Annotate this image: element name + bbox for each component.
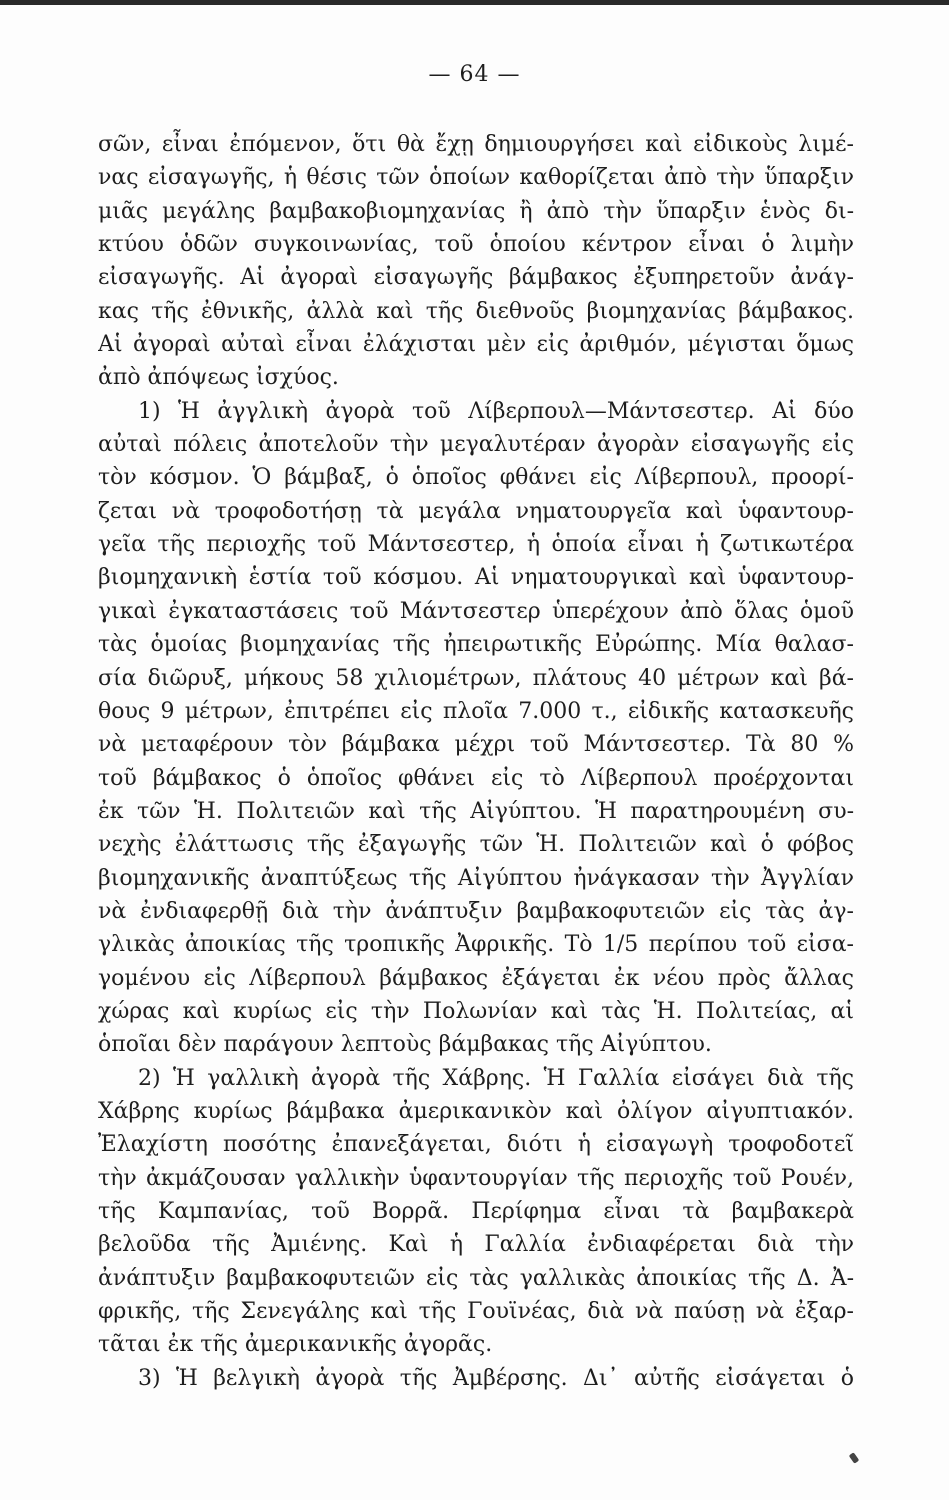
text-line: γομένου εἰς Λίβερπουλ βάμβακος ἐξάγεται ἐκ νέου πρὸς ἄλλας — [98, 965, 854, 991]
section-heading-line: 3) Ἡ βελγικὴ ἀγορὰ τῆς Ἀμβέρσης. Δι᾽ αὐτῆς εἰσάγεται ὁ — [138, 1365, 854, 1391]
text-line: γικαὶ ἐγκαταστάσεις τοῦ Μάντσεστερ ὑπερέχουν ἀπὸ ὅλας ὁμοῦ — [98, 598, 854, 624]
text-line: αὐταὶ πόλεις ἀποτελοῦν τὴν μεγαλυτέραν ἀγορὰν εἰσαγωγῆς εἰς — [98, 432, 854, 458]
text-line: βιομηχανικῆς ἀναπτύξεως τῆς Αἰγύπτου ἠνάγκασαν τὴν Ἀγγλίαν — [98, 865, 854, 891]
text-line: σῶν, εἶναι ἐπόμενον, ὅτι θὰ ἔχῃ δημιουργήσει καὶ εἰδικοὺς λιμέ- — [98, 132, 854, 157]
text-line: βελοῦδα τῆς Ἀμιένης. Καὶ ἡ Γαλλία ἐνδιαφέρεται διὰ τὴν — [98, 1232, 854, 1258]
text-line: ἀνάπτυξιν βαμβακοφυτειῶν εἰς τὰς γαλλικὰς ἀποικίας τῆς Δ. Ἀ- — [98, 1265, 854, 1291]
text-line: ζεται νὰ τροφοδοτήσῃ τὰ μεγάλα νηματουργεῖα καὶ ὑφαντουρ- — [98, 498, 854, 524]
page-number: — 64 — — [428, 62, 521, 87]
text-line: νὰ ἐνδιαφερθῇ διὰ τὴν ἀνάπτυξιν βαμβακοφυτειῶν εἰς τὰς ἀγ- — [98, 898, 854, 924]
text-line: φρικῆς, τῆς Σενεγάλης καὶ τῆς Γουϊνέας, διὰ νὰ παύσῃ νὰ ἐξαρ- — [98, 1299, 854, 1325]
text-line: τοῦ βάμβακος ὁ ὁποῖος φθάνει εἰς τὸ Λίβερπουλ προέρχονται — [98, 765, 854, 791]
text-line: τὴν ἀκμάζουσαν γαλλικὴν ὑφαντουργίαν τῆς περιοχῆς τοῦ Ρουέν, — [98, 1165, 854, 1191]
text-line: νεχὴς ἐλάττωσις τῆς ἐξαγωγῆς τῶν Ἡ. Πολιτειῶν καὶ ὁ φόβος — [98, 832, 854, 858]
text-line: ἀπὸ ἀπόψεως ἰσχύος. — [98, 365, 339, 391]
text-line: θους 9 μέτρων, ἐπιτρέπει εἰς πλοῖα 7.000 τ., εἰδικῆς κατασκευῆς — [98, 698, 854, 724]
text-line: ὁποῖαι δὲν παράγουν λεπτοὺς βάμβακας τῆς Αἰγύπτου. — [98, 1032, 712, 1058]
text-line: Χάβρης κυρίως βάμβακα ἀμερικανικὸν καὶ ὀλίγον αἰγυπτιακόν. — [98, 1098, 854, 1124]
text-line: βιομηχανικὴ ἑστία τοῦ κόσμου. Αἱ νηματουργικαὶ καὶ ὑφαντουρ- — [98, 565, 854, 591]
text-line: ἐκ τῶν Ἡ. Πολιτειῶν καὶ τῆς Αἰγύπτου. Ἡ παρατηρουμένη συ- — [98, 798, 854, 824]
text-line: μιᾶς μεγάλης βαμβακοβιομηχανίας ἢ ἀπὸ τὴν ὕπαρξιν ἑνὸς δι- — [98, 198, 854, 224]
scan-top-border — [0, 0, 949, 5]
text-line: τᾶται ἐκ τῆς ἀμερικανικῆς ἀγορᾶς. — [98, 1332, 493, 1358]
body-text — [98, 128, 854, 1395]
text-line: νας εἰσαγωγῆς, ἡ θέσις τῶν ὁποίων καθορίζεται ἀπὸ τὴν ὕπαρξιν — [98, 165, 854, 191]
text-line: εἰσαγωγῆς. Αἱ ἀγοραὶ εἰσαγωγῆς βάμβακος ἐξυπηρετοῦν ἀνάγ- — [98, 265, 854, 291]
text-line: σία διῶρυξ, μήκους 58 χιλιομέτρων, πλάτους 40 μέτρων καὶ βά- — [98, 665, 854, 691]
text-line: χώρας καὶ κυρίως εἰς τὴν Πολωνίαν καὶ τὰς Ἡ. Πολιτείας, αἱ — [98, 998, 854, 1024]
scan-speck — [849, 1452, 860, 1464]
text-line: γεῖα τῆς περιοχῆς τοῦ Μάντσεστερ, ἡ ὁποία εἶναι ἡ ζωτικωτέρα — [98, 532, 854, 558]
text-line: Αἱ ἀγοραὶ αὐταὶ εἶναι ἐλάχισται μὲν εἰς ἀριθμόν, μέγισται ὅμως — [98, 332, 854, 358]
text-line: κας τῆς ἐθνικῆς, ἀλλὰ καὶ τῆς διεθνοῦς βιομηχανίας βάμβακος. — [98, 298, 854, 324]
text-line: Ἐλαχίστη ποσότης ἐπανεξάγεται, διότι ἡ εἰσαγωγὴ τροφοδοτεῖ — [98, 1132, 854, 1158]
text-line: κτύου ὁδῶν συγκοινωνίας, τοῦ ὁποίου κέντρον εἶναι ὁ λιμὴν — [98, 232, 854, 258]
text-line: νὰ μεταφέρουν τὸν βάμβακα μέχρι τοῦ Μάντσεστερ. Τὰ 80 % — [98, 732, 854, 758]
text-line: τῆς Καμπανίας, τοῦ Βορρᾶ. Περίφημα εἶναι τὰ βαμβακερὰ — [98, 1199, 854, 1224]
section-heading-line: 2) Ἡ γαλλικὴ ἀγορὰ τῆς Χάβρης. Ἡ Γαλλία εἰσάγει διὰ τῆς — [138, 1065, 854, 1091]
text-line: τὸν κόσμον. Ὁ βάμβαξ, ὁ ὁποῖος φθάνει εἰς Λίβερπουλ, προορί- — [98, 465, 854, 491]
text-line: γλικὰς ἀποικίας τῆς τροπικῆς Ἀφρικῆς. Τὸ 1/5 περίπου τοῦ εἰσα- — [98, 932, 854, 958]
text-line: τὰς ὁμοίας βιομηχανίας τῆς ἠπειρωτικῆς Εὐρώπης. Μία θαλασ- — [98, 632, 854, 658]
section-heading-line: 1) Ἡ ἀγγλικὴ ἀγορὰ τοῦ Λίβερπουλ—Μάντσεστερ. Αἱ δύο — [138, 398, 854, 424]
